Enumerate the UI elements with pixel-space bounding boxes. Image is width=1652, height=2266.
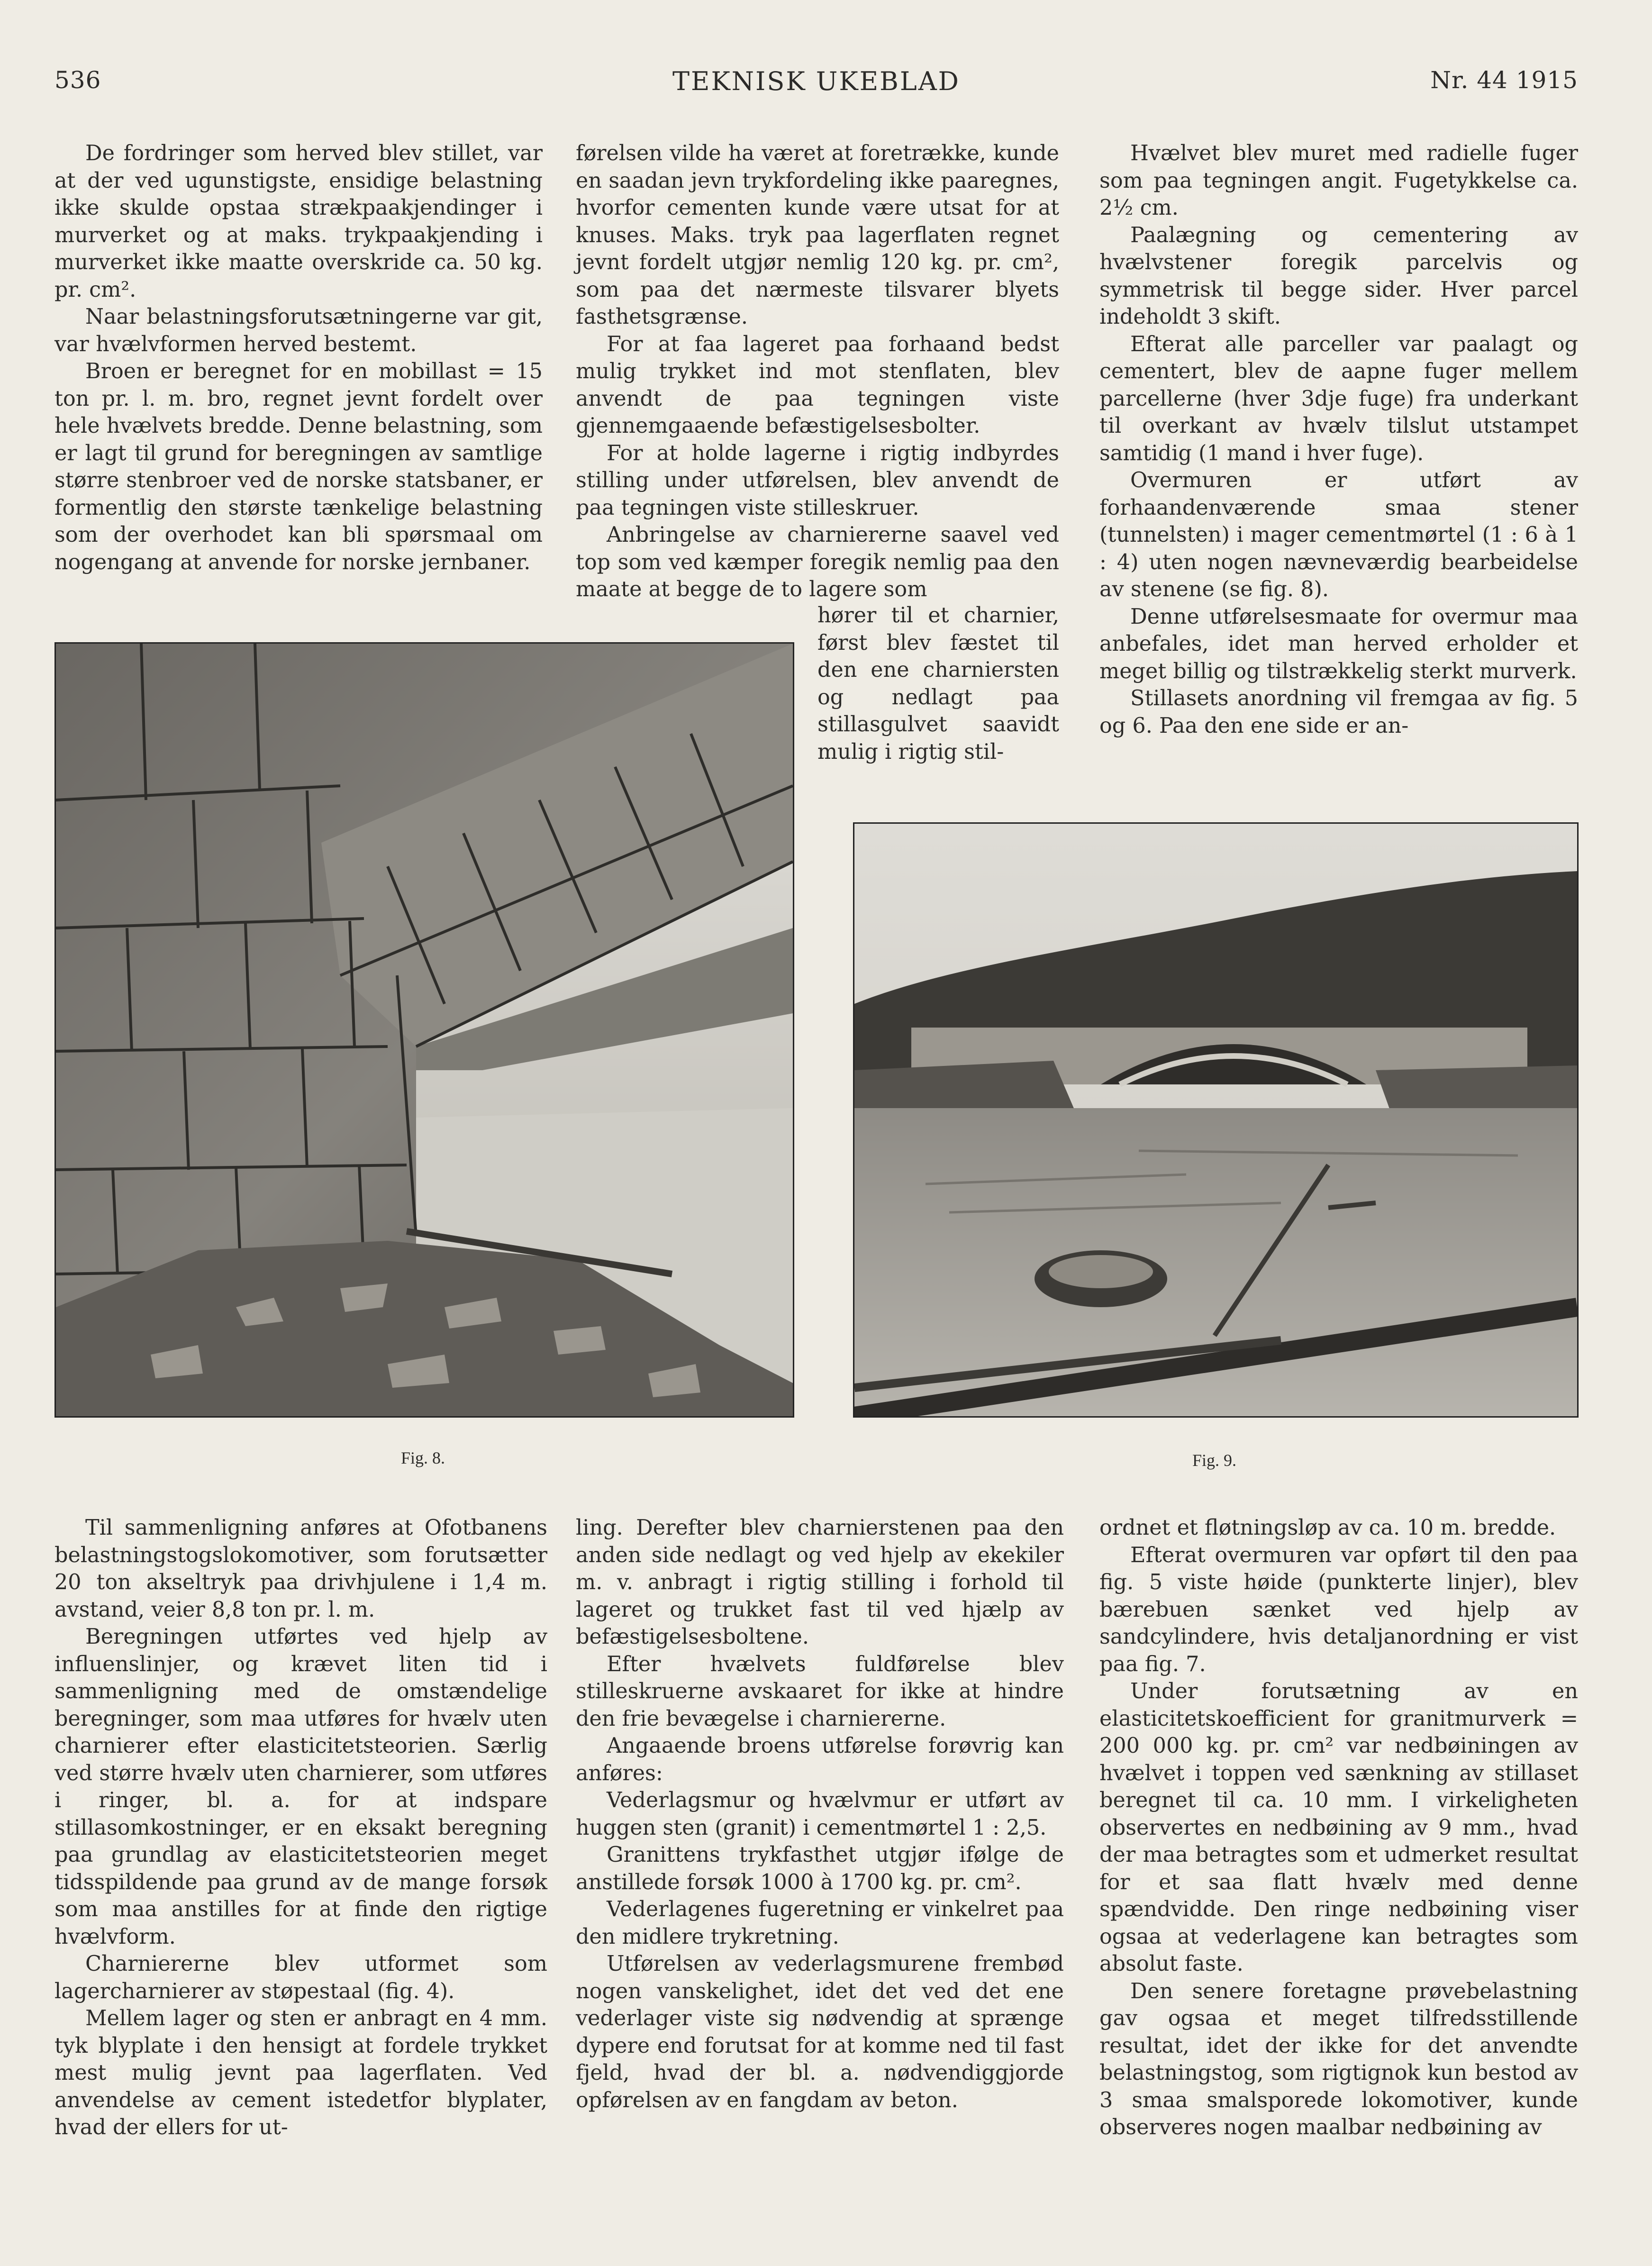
paragraph: Vederlagsmur og hvælvmur er utført av huggen sten (granit) i cementmørtel 1 : 2,5. — [576, 1788, 1064, 1840]
paragraph: Anbringelse av charniererne saavel ved top som ved kæmper foregik nemlig paa den maate at begge de to lagere som — [576, 523, 1059, 601]
paragraph: hører til et charnier, først blev fæstet til den ene charniersten og nedlagt paa stillasgulvet saavidt mulig i rigtig stil- — [817, 603, 1059, 764]
paragraph: For at holde lagerne i rigtig indbyrdes stilling under utførelsen, blev anvendt de paa tegningen viste stilleskruer. — [576, 441, 1059, 520]
paragraph: Efterat overmuren var opført til den paa fig. 5 viste høide (punkterte linjer), blev bærebuen sænket ved hjelp av sandcylindere, hvis detaljanordning er vist paa fig. 7. — [1099, 1543, 1578, 1676]
column-2-wrap — [817, 602, 1059, 765]
column-1-bottom — [54, 1514, 547, 2141]
paragraph: Hvælvet blev muret med radielle fuger som paa tegningen angit. Fugetykkelse ca. 2½ cm. — [1099, 141, 1578, 220]
column-2-bottom — [576, 1514, 1064, 2114]
paragraph: Angaaende broens utførelse forøvrig kan anføres: — [576, 1734, 1064, 1785]
paragraph: Vederlagenes fugeretning er vinkelret paa den midlere trykretning. — [576, 1897, 1064, 1949]
paragraph: De fordringer som herved blev stillet, var at der ved ugunstigste, ensidige belastning ikke skulde opstaa strækpaakjendinger i murverket og at maks. trykpaakjending i murverket ikke maatte overskride ca. 50 kg. pr. cm². — [54, 141, 543, 302]
column-3-top — [1099, 140, 1578, 739]
column-3-bottom — [1099, 1514, 1578, 2141]
paragraph: Broen er beregnet for en mobillast = 15 ton pr. l. m. bro, regnet jevnt fordelt over hele hvælvets bredde. Denne belastning, som er lagt til grund for beregningen av samtlige større stenbroer ved de norske statsbaner, er formentlig den største tænkelige belastning som der overhodet kan bli spørsmaal om nogengang at anvende for norske jernbaner. — [54, 359, 543, 574]
paragraph: Efter hvælvets fuldførelse blev stilleskruerne avskaaret for ikke at hindre den frie bevægelse i charniererne. — [576, 1652, 1064, 1731]
journal-title: TEKNISK UKEBLAD — [672, 66, 960, 96]
paragraph: Granittens trykfasthet utgjør ifølge de anstillede forsøk 1000 à 1700 kg. pr. cm². — [576, 1843, 1064, 1894]
issue-label: Nr. 44 1915 — [1430, 66, 1578, 94]
paragraph: Beregningen utførtes ved hjelp av influenslinjer, og krævet liten tid i sammenligning med de omstændelige beregninger, som maa utføres for hvælv uten charnierer efter elasticitetsteorien. Særlig ved større hvælv uten charnierer, som utføres i ringer, bl. a. for at indspare stillasomkostninger, er en eksakt beregning paa grundlag av elasticitetsteorien meget tidsspildende paa grund av de mange forsøk som maa anstilles for at finde den rigtige hvælvform. — [54, 1625, 547, 1949]
bridge-river-image — [854, 824, 1577, 1416]
paragraph: Under forutsætning av en elasticitetskoefficient for granitmurverk = 200 000 kg. pr. cm² var nedbøiningen av hvælvet i toppen ved sænkning av stillaset beregnet til ca. 10 mm. I virkeligheten observertes en nedbøining av 9 mm., hvad der maa betragtes som et udmerket resultat for et saa flatt hvælv med denne spændvidde. Den ringe nedbøining viser ogsaa at vederlagene kan betragtes som absolut faste. — [1099, 1679, 1578, 1976]
paragraph: Utførelsen av vederlagsmurene frembød nogen vanskelighet, idet det ved det ene vederlager viste sig nødvendig at sprænge dypere end forutsat for at komme ned til fast fjeld, hvad der bl. a. nødvendiggjorde opførelsen av en fangdam av beton. — [576, 1952, 1064, 2112]
paragraph: førelsen vilde ha været at foretrække, kunde en saadan jevn trykfordeling ikke paaregnes, hvorfor cementen kunde være utsat for at knuses. Maks. tryk paa lagerflaten regnet jevnt fordelt utgjør nemlig 120 kg. pr. cm², som paa det nærmeste tilsvarer blyets fasthetsgrænse. — [576, 141, 1059, 329]
paragraph: ling. Derefter blev charnierstenen paa den anden side nedlagt og ved hjelp av ekekiler m. v. anbragt i rigtig stilling i forhold til lageret og trukket fast til ved hjælp av befæstigelsesboltene. — [576, 1516, 1064, 1649]
paragraph: Mellem lager og sten er anbragt en 4 mm. tyk blyplate i den hensigt at fordele trykket mest mulig jevnt paa lagerflaten. Ved anvendelse av cement istedetfor blyplater, hvad der ellers for ut- — [54, 2006, 547, 2139]
page-header — [54, 66, 1578, 109]
paragraph: Til sammenligning anføres at Ofotbanens belastningstogslokomotiver, som forutsætter 20 ton akseltryk paa drivhjulene i 1,4 m. avstand, veier 8,8 ton pr. l. m. — [54, 1516, 547, 1622]
figure-8-caption: Fig. 8. — [400, 1448, 445, 1467]
figure-9-photo — [853, 822, 1579, 1418]
paragraph: Overmuren er utført av forhaandenværende smaa stener (tunnelsten) i mager cementmørtel (1 : 6 à 1 : 4) uten nogen nævneværdig bearbeidelse av stenene (se fig. 8). — [1099, 468, 1578, 601]
paragraph: Stillasets anordning vil fremgaa av fig. 5 og 6. Paa den ene side er an- — [1099, 686, 1578, 738]
paragraph: Charniererne blev utformet som lagercharnierer av støpestaal (fig. 4). — [54, 1952, 547, 2003]
figure-8-photo — [54, 642, 794, 1418]
page-number: 536 — [54, 66, 101, 94]
paragraph: For at faa lageret paa forhaand bedst mulig trykket ind mot stenflaten, blev anvendt de paa tegningen viste gjennemgaaende befæstigelsesbolter. — [576, 332, 1059, 438]
column-2-top — [576, 140, 1059, 603]
column-1-top — [54, 140, 543, 576]
paragraph: Den senere foretagne prøvebelastning gav ogsaa et meget tilfredsstillende resultat, idet der ikke for det anvendte belastningstog, som rigtignok kun bestod av 3 smaa smalsporede lokomotiver, kunde observeres nogen maalbar nedbøining av — [1099, 1979, 1578, 2139]
figure-9-caption: Fig. 9. — [1192, 1451, 1237, 1470]
stone-abutment-image — [56, 644, 793, 1416]
paragraph: Paalægning og cementering av hvælvstener foregik parcelvis og symmetrisk til begge sider. Hver parcel indeholdt 3 skift. — [1099, 223, 1578, 329]
paragraph: Naar belastningsforutsætningerne var git, var hvælvformen herved bestemt. — [54, 305, 543, 356]
paragraph: Denne utførelsesmaate for overmur maa anbefales, idet man herved erholder et meget billig og tilstrækkelig sterkt murverk. — [1099, 604, 1578, 683]
paragraph: Efterat alle parceller var paalagt og cementert, blev de aapne fuger mellem parcellerne (hver 3dje fuge) fra underkant til overkant av hvælv tilslut utstampet samtidig (1 mand i hver fuge). — [1099, 332, 1578, 465]
paragraph: ordnet et fløtningsløp av ca. 10 m. bredde. — [1099, 1516, 1556, 1540]
